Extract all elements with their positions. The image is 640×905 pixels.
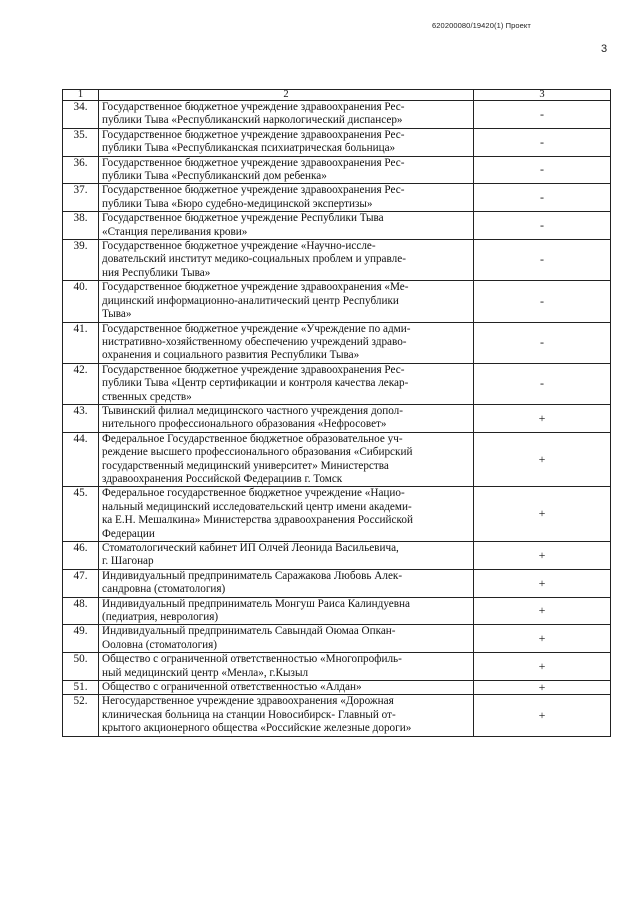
institution-name-line: Государственное бюджетное учреждение «Научно-иссле- — [102, 240, 376, 253]
institution-name — [99, 597, 474, 625]
institution-name — [99, 695, 474, 736]
institution-name-line: г. Шагонар — [102, 555, 154, 568]
institution-name — [99, 432, 474, 487]
institution-name-line: Государственное бюджетное учреждение здравоохранения Рес- — [102, 363, 405, 376]
institution-name-line: ния Республики Тыва» — [102, 266, 211, 279]
institution-name — [99, 281, 474, 322]
institution-name — [99, 653, 474, 681]
row-number: 34. — [63, 101, 99, 129]
institution-name — [99, 569, 474, 597]
institution-name-line: «Станция переливания крови» — [102, 225, 248, 238]
participation-mark: + — [474, 487, 611, 542]
table-body — [63, 101, 611, 737]
institution-name-line: Государственное бюджетное учреждение здравоохранения Рес- — [102, 101, 405, 113]
table-row — [63, 542, 611, 570]
table-row — [63, 281, 611, 322]
participation-mark: - — [474, 184, 611, 212]
participation-mark: + — [474, 542, 611, 570]
participation-mark: - — [474, 156, 611, 184]
institutions-table — [62, 89, 611, 737]
institution-name-line: ственных средств» — [102, 390, 192, 403]
participation-mark: - — [474, 128, 611, 156]
institution-name-line: Индивидуальный предприниматель Монгуш Раиса Калиндуевна — [102, 597, 410, 610]
participation-mark: + — [474, 597, 611, 625]
table-row — [63, 681, 611, 695]
row-number: 42. — [63, 363, 99, 404]
institution-name — [99, 156, 474, 184]
institution-name-line: ный медицинский центр «Менла», г.Кызыл — [102, 666, 309, 679]
institution-name-line: государственный медицинский университет» Министерства — [102, 459, 389, 472]
institution-name-line: Государственное бюджетное учреждение Республики Тыва — [102, 212, 384, 225]
institution-name-line: ка Е.Н. Мешалкина» Министерства здравоохранения Российской — [102, 514, 413, 527]
institution-name — [99, 542, 474, 570]
institution-name-line: нистративно-хозяйственному обеспечению учреждений здраво- — [102, 335, 407, 348]
institution-name-line: Тыва» — [102, 308, 132, 321]
institution-name — [99, 625, 474, 653]
participation-mark: + — [474, 404, 611, 432]
page-number: 3 — [601, 43, 608, 55]
institution-name-line: реждение высшего профессионального образования «Сибирский — [102, 446, 413, 459]
institution-name-line: дицинский информационно-аналитический центр Республики — [102, 294, 399, 307]
row-number: 37. — [63, 184, 99, 212]
participation-mark: - — [474, 322, 611, 363]
table-row — [63, 487, 611, 542]
institution-name — [99, 363, 474, 404]
institution-name-line: публики Тыва «Республиканский дом ребенка» — [102, 170, 327, 183]
participation-mark: + — [474, 653, 611, 681]
row-number: 39. — [63, 240, 99, 281]
institution-name — [99, 404, 474, 432]
participation-mark: - — [474, 281, 611, 322]
institution-name-line: Государственное бюджетное учреждение здравоохранения «Ме- — [102, 281, 409, 294]
row-number: 38. — [63, 212, 99, 240]
row-number: 35. — [63, 128, 99, 156]
row-number: 36. — [63, 156, 99, 184]
table-row — [63, 625, 611, 653]
table-header-row — [63, 90, 611, 101]
institution-name-line: Федерации — [102, 527, 155, 540]
participation-mark: + — [474, 695, 611, 736]
row-number: 46. — [63, 542, 99, 570]
institution-name-line: (педиатрия, неврология) — [102, 611, 219, 624]
institution-name-line: крытого акционерного общества «Российские железные дороги» — [102, 722, 412, 735]
table-row — [63, 240, 611, 281]
table-row — [63, 653, 611, 681]
institution-name — [99, 128, 474, 156]
row-number: 41. — [63, 322, 99, 363]
table-row — [63, 156, 611, 184]
institution-name-line: Общество с ограниченной ответственностью «Многопрофиль- — [102, 653, 402, 666]
table-row — [63, 101, 611, 129]
table-row — [63, 597, 611, 625]
institution-name-line: охранения и социального развития Республики Тыва» — [102, 349, 360, 362]
institution-name-line: публики Тыва «Республиканский наркологический диспансер» — [102, 114, 403, 127]
participation-mark: + — [474, 569, 611, 597]
table-row — [63, 569, 611, 597]
row-number: 48. — [63, 597, 99, 625]
institution-name-line: Федеральное государственное бюджетное учреждение «Нацио- — [102, 487, 405, 500]
institution-name-line: публики Тыва «Республиканская психиатрическая больница» — [102, 142, 396, 155]
institution-name-line: Государственное бюджетное учреждение здравоохранения Рес- — [102, 128, 405, 141]
row-number: 51. — [63, 681, 99, 695]
institution-name-line: Индивидуальный предприниматель Савындай Оюмаа Опкан- — [102, 625, 396, 638]
column-header-number: 1 — [63, 90, 99, 101]
institution-name-line: Государственное бюджетное учреждение «Учреждение по адми- — [102, 322, 411, 335]
table-row — [63, 128, 611, 156]
row-number: 44. — [63, 432, 99, 487]
institution-name — [99, 184, 474, 212]
institution-name-line: Общество с ограниченной ответственностью «Алдан» — [102, 681, 362, 694]
institution-name-line: публики Тыва «Центр сертификации и контроля качества лекар- — [102, 377, 409, 390]
institution-name-line: публики Тыва «Бюро судебно-медицинской экспертизы» — [102, 197, 373, 210]
row-number: 47. — [63, 569, 99, 597]
row-number: 40. — [63, 281, 99, 322]
institution-name — [99, 101, 474, 129]
institution-name — [99, 681, 474, 695]
table-row — [63, 212, 611, 240]
participation-mark: - — [474, 101, 611, 129]
row-number: 49. — [63, 625, 99, 653]
institution-name — [99, 487, 474, 542]
participation-mark: - — [474, 363, 611, 404]
institution-name — [99, 240, 474, 281]
institution-name-line: Ооловна (стоматология) — [102, 638, 218, 651]
row-number: 45. — [63, 487, 99, 542]
row-number: 52. — [63, 695, 99, 736]
table-row — [63, 695, 611, 736]
institution-name-line: довательский институт медико-социальных проблем и управле- — [102, 253, 406, 266]
row-number: 50. — [63, 653, 99, 681]
institution-name-line: Государственное бюджетное учреждение здравоохранения Рес- — [102, 156, 405, 169]
participation-mark: + — [474, 625, 611, 653]
table-row — [63, 322, 611, 363]
institution-name-line: Индивидуальный предприниматель Саражакова Любовь Алек- — [102, 569, 403, 582]
institution-name — [99, 322, 474, 363]
institution-name-line: Негосударственное учреждение здравоохранения «Дорожная — [102, 695, 394, 708]
participation-mark: - — [474, 240, 611, 281]
institution-name-line: клиническая больница на станции Новосибирск- Главный от- — [102, 708, 396, 721]
table-row — [63, 184, 611, 212]
participation-mark: + — [474, 432, 611, 487]
institution-name-line: Государственное бюджетное учреждение здравоохранения Рес- — [102, 184, 405, 197]
institution-name-line: здравоохранения Российской Федерациив г. Томск — [102, 472, 343, 485]
participation-mark: + — [474, 681, 611, 695]
institution-name-line: сандровна (стоматология) — [102, 583, 226, 596]
column-header-name: 2 — [99, 90, 474, 101]
institution-name-line: Федеральное Государственное бюджетное образовательное уч- — [102, 432, 403, 445]
row-number: 43. — [63, 404, 99, 432]
institution-name-line: Тывинский филиал медицинского частного учреждения допол- — [102, 404, 403, 417]
table-row — [63, 404, 611, 432]
document-id: 620200080/19420(1) Проект — [432, 21, 531, 30]
table-row — [63, 363, 611, 404]
institution-name-line: Стоматологический кабинет ИП Олчей Леонида Васильевича, — [102, 542, 399, 554]
institution-name — [99, 212, 474, 240]
column-header-mark: 3 — [474, 90, 611, 101]
institution-name-line: нительного профессионального образования «Нефросовет» — [102, 418, 387, 431]
participation-mark: - — [474, 212, 611, 240]
table-row — [63, 432, 611, 487]
institution-name-line: нальный медицинский исследовательский центр имени академи- — [102, 500, 412, 513]
